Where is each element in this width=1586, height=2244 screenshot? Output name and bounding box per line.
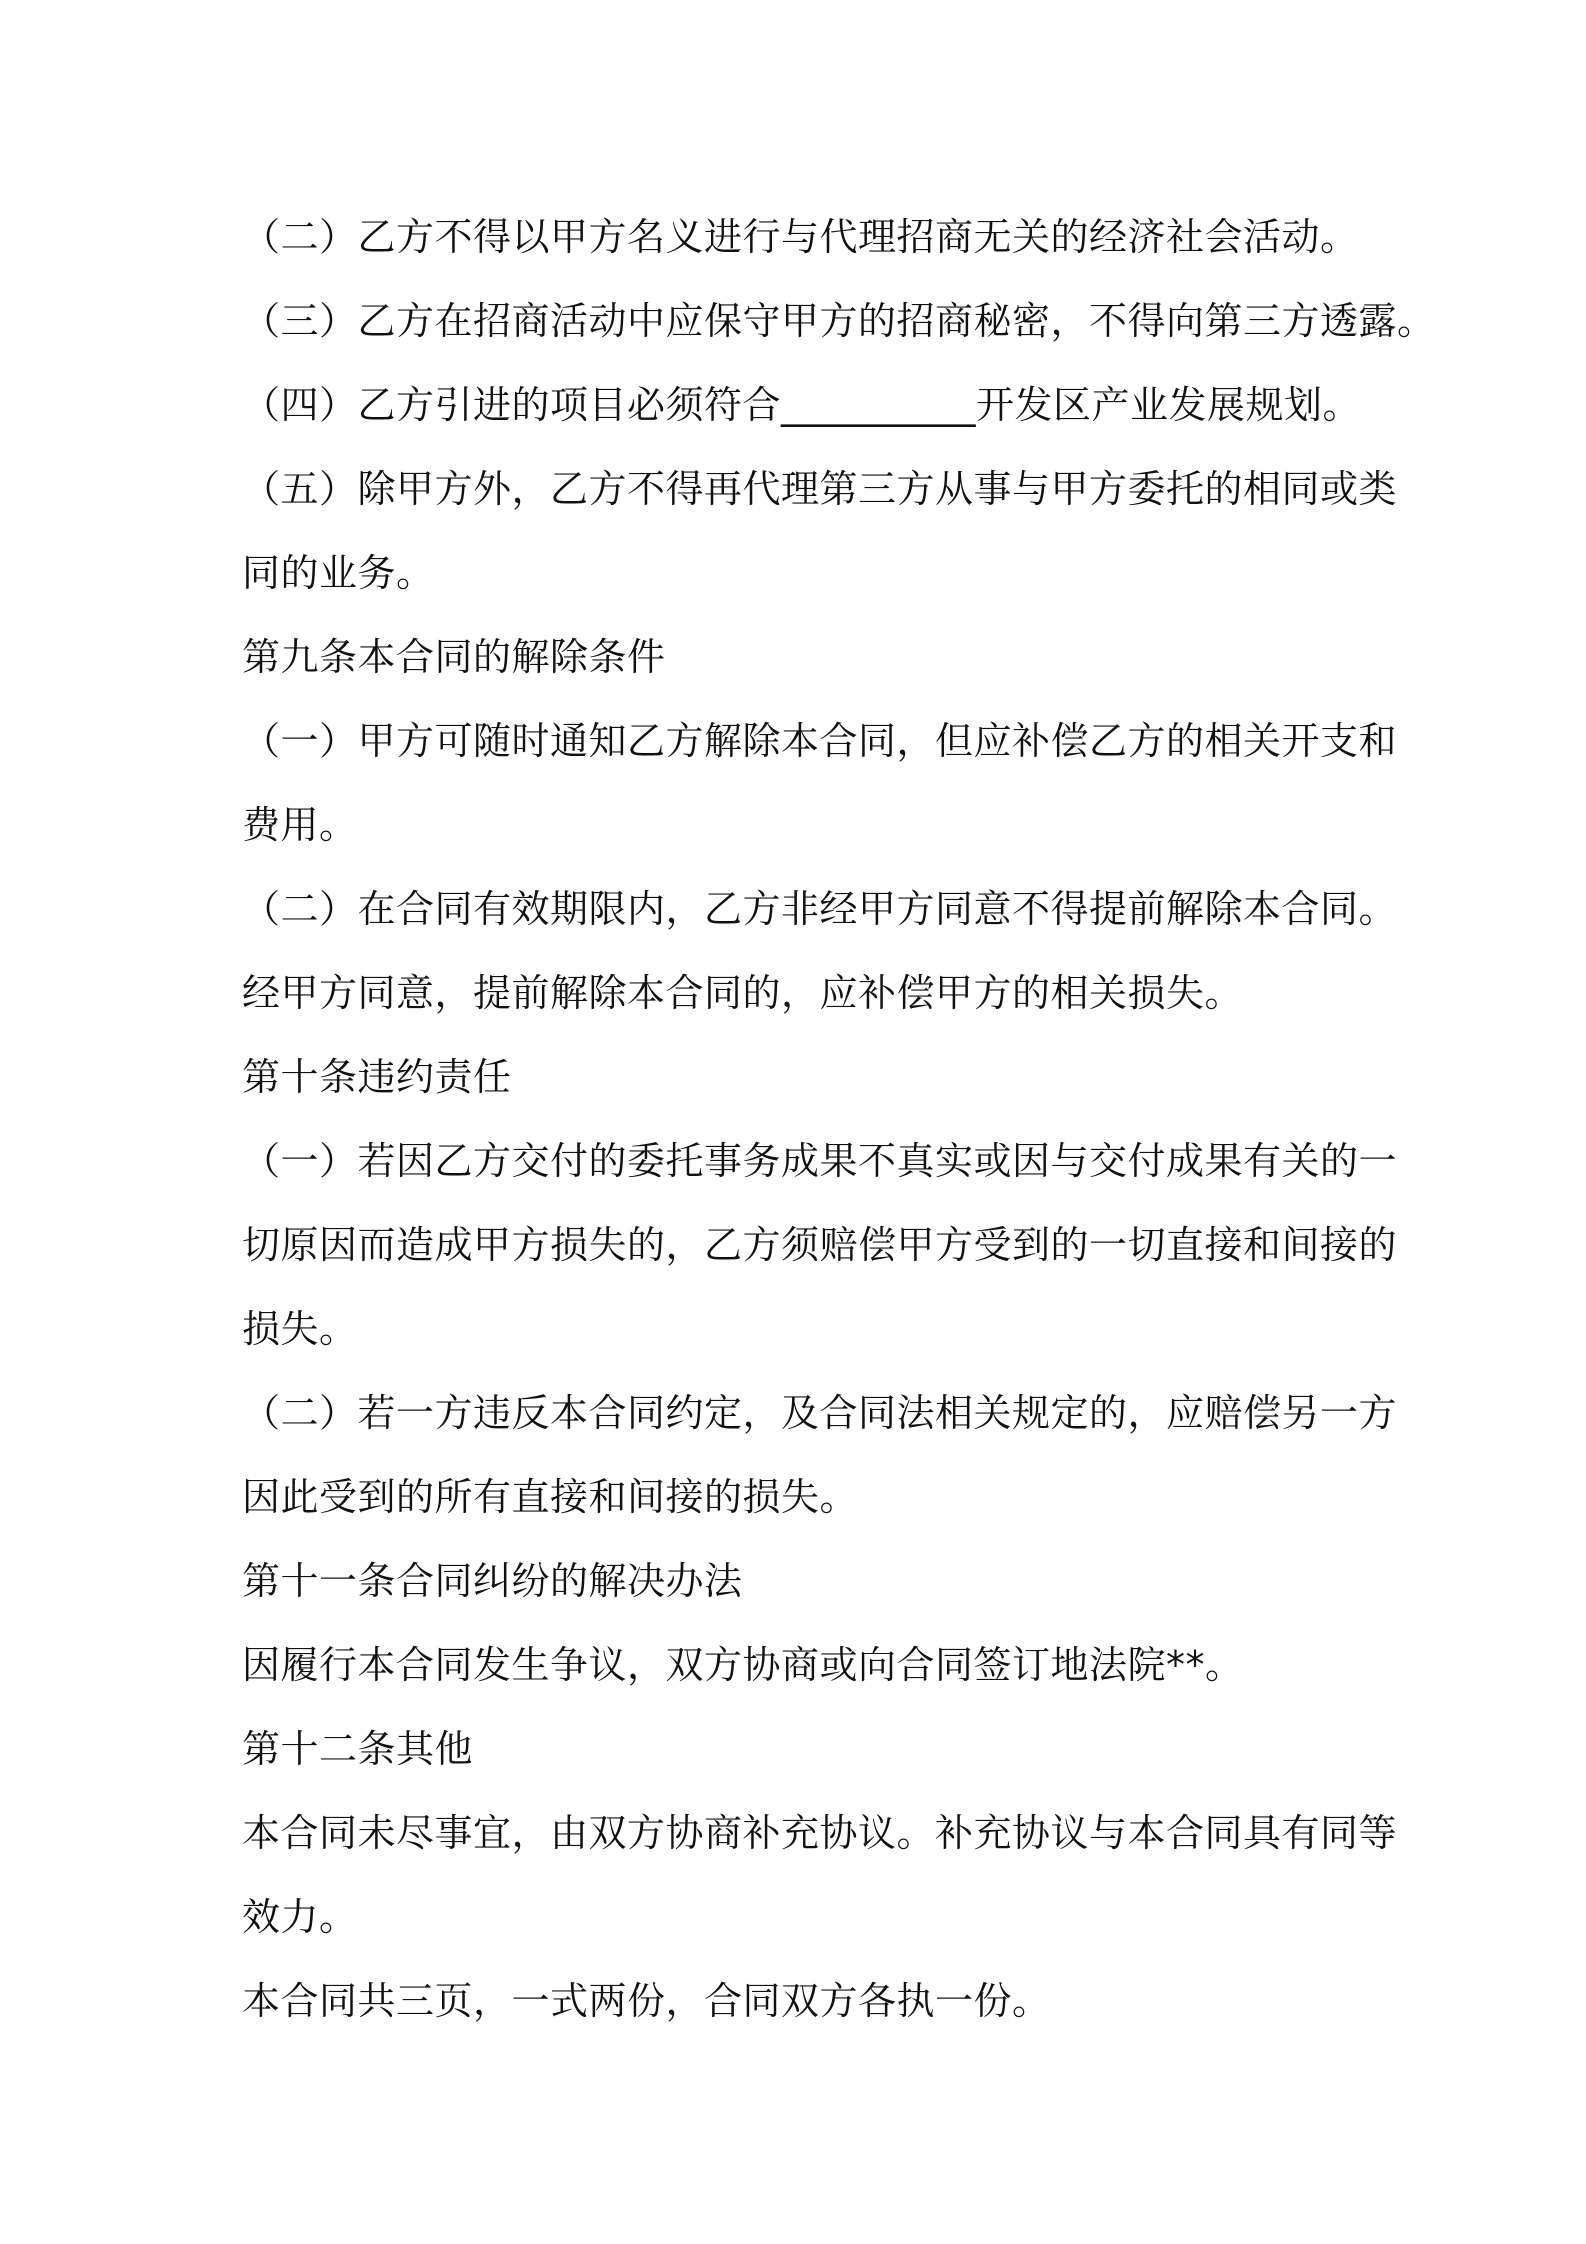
article-heading: 第九条本合同的解除条件 [242,635,666,679]
clause-text: （一）若因乙方交付的委托事务成果不真实或因与交付成果有关的一 [242,1139,1398,1183]
document-body [242,195,1436,2043]
clause-text: 本合同共三页，一式两份，合同双方各执一份。 [242,1979,1051,2023]
clause-text: 效力。 [242,1895,358,1939]
clause-text: （五）除甲方外，乙方不得再代理第三方从事与甲方委托的相同或类 [242,467,1398,511]
clause-text: 经甲方同意，提前解除本合同的，应补偿甲方的相关损失。 [242,971,1244,1015]
article-heading: 第十一条合同纠纷的解决办法 [242,1559,743,1603]
clause-text: 损失。 [242,1307,358,1351]
article-heading: 第十条违约责任 [242,1055,512,1099]
article-heading: 第十二条其他 [242,1727,474,1771]
clause-text: （四）乙方引进的项目必须符合__________开发区产业发展规划。 [242,383,1362,427]
clause-text: 同的业务。 [242,551,435,595]
clause-text: （三）乙方在招商活动中应保守甲方的招商秘密，不得向第三方透露。 [242,299,1436,343]
clause-text: （二）在合同有效期限内，乙方非经甲方同意不得提前解除本合同。 [242,887,1398,931]
clause-text: 因此受到的所有直接和间接的损失。 [242,1475,859,1519]
clause-text: 切原因而造成甲方损失的，乙方须赔偿甲方受到的一切直接和间接的 [242,1223,1398,1267]
clause-text: 费用。 [242,803,358,847]
clause-text: （一）甲方可随时通知乙方解除本合同，但应补偿乙方的相关开支和 [242,719,1398,763]
clause-text: 因履行本合同发生争议，双方协商或向合同签订地法院**。 [242,1643,1244,1687]
clause-text: （二）若一方违反本合同约定，及合同法相关规定的，应赔偿另一方 [242,1391,1398,1435]
clause-text: 本合同未尽事宜，由双方协商补充协议。补充协议与本合同具有同等 [242,1811,1398,1855]
clause-text: （二）乙方不得以甲方名义进行与代理招商无关的经济社会活动。 [242,215,1359,259]
